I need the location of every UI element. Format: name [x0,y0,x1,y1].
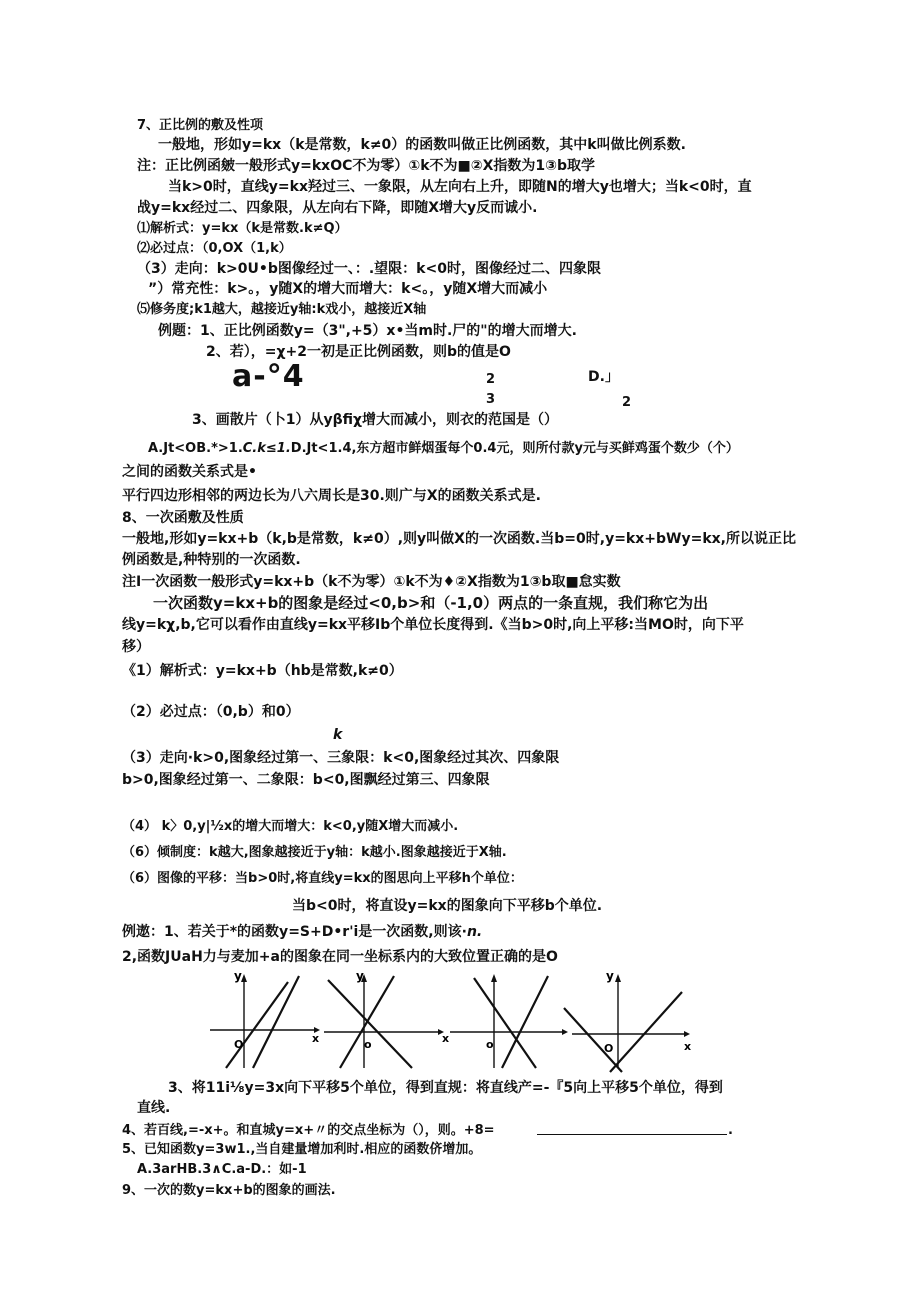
s8-line19-end: . [728,1123,733,1138]
s7-example3: 3、画散片（卜1）从yβfiχ增大而减小，则衣的范国是（） [192,412,559,428]
s8-line18: 直线. [137,1100,171,1116]
s8-line6: 移） [122,639,150,655]
option-a: a-°4 [232,359,305,394]
s8-line9: （3）走向·k>0,图象经过第一、三象限：k<0,图象经过其次、四象限 [122,750,560,766]
graph-d-origin: O [604,1042,614,1055]
s8-line2: 例函数是,种特别的一次函数. [122,552,301,568]
option-d-denominator: 2 [622,395,632,410]
s8-line14: 当b<0时，将直设y=kx的图象向下平移b个单位. [292,898,603,914]
graph-d-x: x [684,1040,692,1053]
s7-line14: 之间的函数关系式是• [122,464,257,480]
s8-line11: （4） k〉0,y|½x的增大而增大：k<0,y随X增大而减小. [122,819,459,834]
option-b-denominator: 3 [486,392,496,407]
s8-line8: （2）必过点：（0,b）和0） [122,704,300,720]
s8-line5: 线y=kχ,b,它可以看作由直线y=kx平移Ib个单位长度得到.《当b>0时,向上平移:当MO时，向下平 [122,617,744,633]
s7-line8: ”）常充性：k>。，y随X的增大而增大：k<。，y随X增大而减小 [148,281,548,297]
s8-line17: 3、将11i⅛y=3x向下平移5个单位，得到直规：将直线产=-『5向上平移5个单位，得到 [168,1080,723,1096]
s8-example1 [122,925,482,939]
s7-example1: 例题：1、正比例函数y=（3",+5）x•当m时.尸的"的增大而增大. [158,323,577,339]
s8-line20: 5、已知函数y=3w1.,当自建量增加利时.相应的函数侪增加。 [122,1142,482,1157]
s8-line12: （6）倾制度：k越大,图象越接近于y轴：k越小.图象越接近于X轴. [122,845,507,860]
s8-line3: 注I一次函数一般形式y=kx+b（k不为零）①k不为♦②X指数为1③b取■怠实数 [122,574,621,590]
graph-a [210,974,320,1068]
graph-b-x: x [312,1032,320,1045]
s8-line19: 4、若百线,=-x+。和直城y=x+〃的交点坐标为（），则。+8= [122,1123,495,1138]
s7-options-a: A.Jt<OB.*>1. [148,441,243,456]
section9-title: 9、一次的数y=kx+b的图象的画法. [122,1183,336,1198]
section8-title: 8、一次函敷及性质 [122,510,244,526]
s8-example1-n: n. [466,924,483,940]
s7-line15: 平行四边形相邻的两边长为八六周长是30.则广与X的函数关系式是. [122,488,541,504]
s7-line9: ⑸修务度;k1越大，越接近y轴:k戏小，越接近X轴 [137,302,427,317]
graph-a-y: y [234,969,242,983]
s8-example1-text: 例遨：1、若关于*的函数y=S+D•r'i是一次函数,则该· [122,924,467,940]
s7-line7: （3）走向：k>0U•b图像经过一、：.望限：k<0时，图像经过二、四象限 [137,261,601,277]
s8-line13: （6）图像的平移：当b>0时,将直线y=kx的图思向上平移h个单位： [122,871,523,886]
s8-line10: b>0,图象经过第一、二象限：b<0,图飘经过第三、四象限 [122,772,490,788]
s7-line1: 一般地，形如y=kx（k是常数，k≠0）的函数叫做正比例函数，其中k叫做比例系数. [158,137,686,153]
option-b-numerator: 2 [486,372,496,387]
s7-line6: ⑵必过点：（0,OX（1,k） [137,241,292,256]
s8-line4: 一次函数y=kx+b的图象是经过<0,b>和（-1,0）两点的一条直规，我们称它为出 [153,594,709,612]
section7-title: 7、正比例的敷及性项 [137,118,264,133]
s7-example2: 2、若），=χ+2一初是正比例函数，则b的值是O [206,344,511,360]
graph-b-origin: o [364,1038,372,1051]
graph-options [206,968,706,1078]
graph-b-y: y [356,969,364,983]
s8-example2: 2,函数JUaH力与麦加+a的图象在同一坐标系内的大致位置正确的是O [122,949,558,965]
s8-line21: A.3arHB.3∧C.a-D.：如-1 [137,1162,307,1177]
s8-line7: 《1）解析式：y=kx+b（hb是常数,k≠0） [122,663,403,679]
option-d: D.」 [588,369,619,385]
graph-c [450,974,568,1068]
graph-a-origin: O [234,1038,244,1051]
s7-line3: 当k>0时，直线y=kx羟过三、一象限，从左向右上升，即随N的增大y也增大；当k<0时，直 [168,179,752,195]
s8-line1: 一般地,形如y=kx+b（k,b是常数，k≠0）,则y叫做X的一次函数.当b=0时,y=kx+bWy=kx,所以说正比 [122,531,796,547]
s8-line8-k: k [333,727,343,743]
s7-line2: 注：正比例函皴一般形式y=kxOC不为零）①k不为■②X指数为1③b取学 [137,158,596,174]
s7-line4: 战y=kx经过二、四象限，从左向右下降，即随X增大y反而诚小. [137,200,538,216]
s7-line5: ⑴解析式：y=kx（k是常数.k≠Q） [137,221,348,236]
graph-b [324,974,444,1068]
s7-options-line [148,442,739,455]
s7-options-d: D.Jt<1.4,东方超市鲜烟蛋每个0.4元，则所付款y元与买鲜鸡蛋个数少（个） [290,441,739,456]
graph-d-y: y [606,969,614,983]
s7-options-c: C.k≤1. [242,441,291,456]
answer-blank[interactable] [537,1134,727,1135]
graph-c-origin: o [486,1038,494,1051]
graph-c-x: x [442,1032,450,1045]
graph-d [564,974,690,1072]
